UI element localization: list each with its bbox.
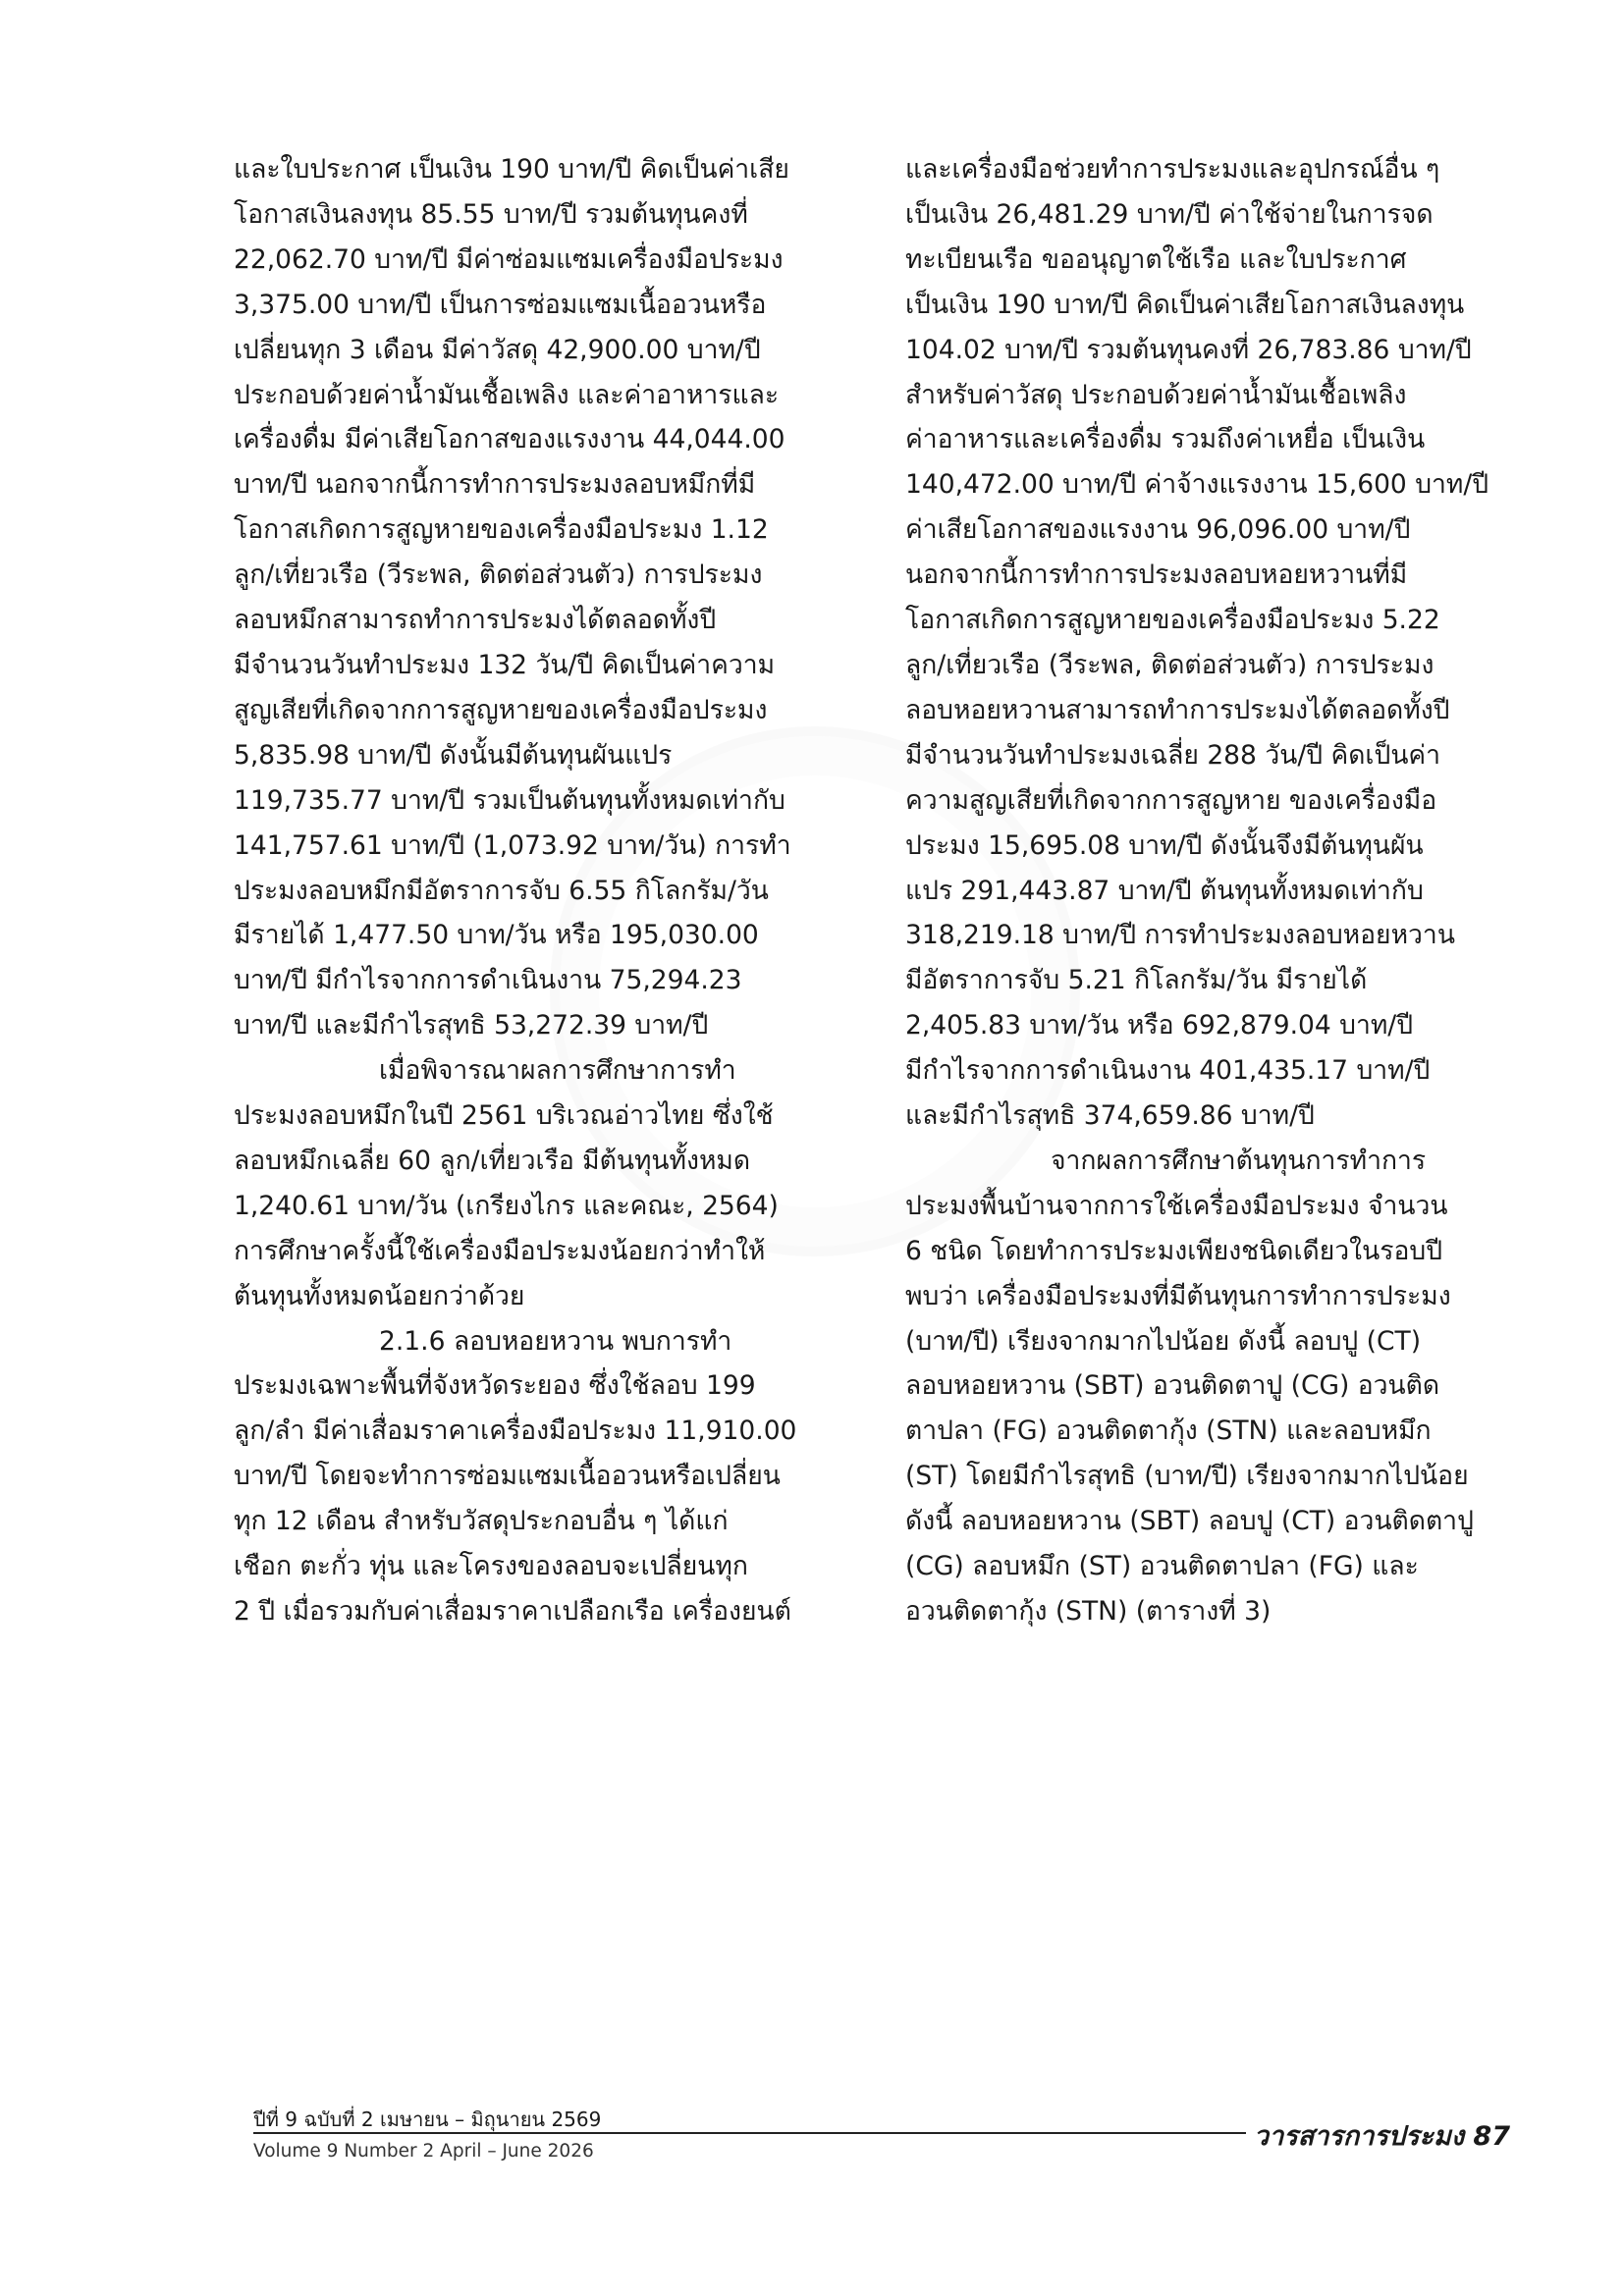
text-line: ความสูญเสียที่เกิดจากการสูญหาย ของเครื่องมือ bbox=[905, 784, 1437, 816]
text-line: แปร 291,443.87 บาท/ปี ต้นทุนทั้งหมดเท่ากับ bbox=[905, 875, 1424, 906]
text-line: ประมงลอบหมึกในปี 2561 บริเวณอ่าวไทย ซึ่งใช้ bbox=[234, 1100, 774, 1132]
issue-info-thai: ปีที่ 9 ฉบับที่ 2 เมษายน – มิถุนายน 2569 bbox=[253, 2108, 602, 2131]
text-line: บาท/ปี มีกำไรจากการดำเนินงาน 75,294.23 bbox=[234, 965, 742, 996]
text-line: 1,240.61 บาท/วัน (เกรียงไกร และคณะ, 2564) bbox=[234, 1190, 779, 1221]
text-line: ประกอบด้วยค่าน้ำมันเชื้อเพลิง และค่าอาหารและ bbox=[234, 379, 780, 410]
left-column bbox=[234, 147, 813, 1634]
text-line: ดังนี้ ลอบหอยหวาน (SBT) ลอบปู (CT) อวนติดตาปู bbox=[905, 1506, 1474, 1537]
journal-name-page-number: วารสารการประมง 87 bbox=[1246, 2114, 1510, 2157]
text-line: เชือก ตะกั่ว ทุ่น และโครงของลอบจะเปลี่ยนทุก bbox=[234, 1551, 748, 1582]
text-line: ทะเบียนเรือ ขออนุญาตใช้เรือ และใบประกาศ bbox=[905, 243, 1407, 275]
text-line: โอกาสเกิดการสูญหายของเครื่องมือประมง 1.12 bbox=[234, 514, 769, 546]
text-line: มีอัตราการจับ 5.21 กิโลกรัม/วัน มีรายได้ bbox=[905, 965, 1368, 996]
right-column bbox=[905, 147, 1489, 1634]
footer-divider bbox=[253, 2132, 1250, 2134]
text-line: บาท/ปี โดยจะทำการซ่อมแซมเนื้ออวนหรือเปลี่ยน bbox=[234, 1461, 781, 1492]
text-line: การศึกษาครั้งนี้ใช้เครื่องมือประมงน้อยกว่าทำให้ bbox=[234, 1235, 766, 1266]
text-line: ประมงลอบหมึกมีอัตราการจับ 6.55 กิโลกรัม/วัน bbox=[234, 875, 769, 906]
text-line: 141,757.61 บาท/ปี (1,073.92 บาท/วัน) การทำ bbox=[234, 829, 791, 861]
text-line: ค่าอาหารและเครื่องดื่ม รวมถึงค่าเหยื่อ เป็นเงิน bbox=[905, 424, 1426, 455]
text-line: ลอบหอยหวาน (SBT) อวนติดตาปู (CG) อวนติด bbox=[905, 1370, 1440, 1402]
text-line: และมีกำไรสุทธิ 374,659.86 บาท/ปี bbox=[905, 1100, 1315, 1132]
text-line: 3,375.00 บาท/ปี เป็นการซ่อมแซมเนื้ออวนหรือ bbox=[234, 289, 767, 320]
text-line: ลอบหอยหวานสามารถทำการประมงได้ตลอดทั้งปี bbox=[905, 694, 1450, 725]
text-line: ค่าเสียโอกาสของแรงงาน 96,096.00 บาท/ปี bbox=[905, 514, 1411, 546]
text-line: ทุก 12 เดือน สำหรับวัสดุประกอบอื่น ๆ ได้แก่ bbox=[234, 1506, 729, 1537]
text-line: นอกจากนี้การทำการประมงลอบหอยหวานที่มี bbox=[905, 560, 1408, 591]
text-line: 22,062.70 บาท/ปี มีค่าซ่อมแซมเครื่องมือประมง bbox=[234, 243, 784, 275]
text-line: และใบประกาศ เป็นเงิน 190 บาท/ปี คิดเป็นค่าเสีย bbox=[234, 154, 789, 185]
paragraph-first-line: จากผลการศึกษาต้นทุนการทำการ bbox=[1051, 1145, 1427, 1176]
text-line: และเครื่องมือช่วยทำการประมงและอุปกรณ์อื่น ๆ bbox=[905, 154, 1440, 185]
text-line: สูญเสียที่เกิดจากการสูญหายของเครื่องมือประมง bbox=[234, 694, 768, 725]
text-line: ลูก/เที่ยวเรือ (วีระพล, ติดต่อส่วนตัว) การประมง bbox=[905, 649, 1435, 680]
text-line: บาท/ปี และมีกำไรสุทธิ 53,272.39 บาท/ปี bbox=[234, 1010, 709, 1041]
text-line: 5,835.98 บาท/ปี ดังนั้นมีต้นทุนผันแปร bbox=[234, 739, 673, 771]
text-line: 104.02 บาท/ปี รวมต้นทุนคงที่ 26,783.86 บาท/ปี bbox=[905, 334, 1472, 365]
text-line: ต้นทุนทั้งหมดน้อยกว่าด้วย bbox=[234, 1280, 525, 1311]
text-line: เป็นเงิน 26,481.29 บาท/ปี ค่าใช้จ่ายในการจด bbox=[905, 198, 1434, 230]
text-line: 2,405.83 บาท/วัน หรือ 692,879.04 บาท/ปี bbox=[905, 1010, 1414, 1041]
text-line: (ST) โดยมีกำไรสุทธิ (บาท/ปี) เรียงจากมากไปน้อย bbox=[905, 1461, 1469, 1492]
text-line: โอกาสเงินลงทุน 85.55 บาท/ปี รวมต้นทุนคงที่ bbox=[234, 198, 748, 230]
text-line: ลอบหมึกสามารถทำการประมงได้ตลอดทั้งปี bbox=[234, 605, 717, 636]
text-line: ประมงพื้นบ้านจากการใช้เครื่องมือประมง จำนวน bbox=[905, 1190, 1448, 1221]
text-line: มีจำนวนวันทำประมง 132 วัน/ปี คิดเป็นค่าความ bbox=[234, 649, 776, 680]
text-line: 140,472.00 บาท/ปี ค่าจ้างแรงงาน 15,600 บาท/ปี bbox=[905, 469, 1489, 501]
text-line: มีรายได้ 1,477.50 บาท/วัน หรือ 195,030.00 bbox=[234, 920, 759, 951]
section-heading-line: 2.1.6 ลอบหอยหวาน พบการทำ bbox=[379, 1325, 732, 1357]
text-line: 2 ปี เมื่อรวมกับค่าเสื่อมราคาเปลือกเรือ เครื่องยนต์ bbox=[234, 1596, 791, 1627]
text-line: เป็นเงิน 190 บาท/ปี คิดเป็นค่าเสียโอกาสเงินลงทุน bbox=[905, 289, 1465, 320]
text-line: เครื่องดื่ม มีค่าเสียโอกาสของแรงงาน 44,044.00 bbox=[234, 424, 785, 455]
text-line: 318,219.18 บาท/ปี การทำประมงลอบหอยหวาน bbox=[905, 920, 1455, 951]
text-line: โอกาสเกิดการสูญหายของเครื่องมือประมง 5.22 bbox=[905, 605, 1440, 636]
text-line: (CG) ลอบหมึก (ST) อวนติดตาปลา (FG) และ bbox=[905, 1551, 1419, 1582]
text-line: ลูก/เที่ยวเรือ (วีระพล, ติดต่อส่วนตัว) การประมง bbox=[234, 560, 763, 591]
text-line: พบว่า เครื่องมือประมงที่มีต้นทุนการทำการประมง bbox=[905, 1280, 1451, 1311]
issue-info-english: Volume 9 Number 2 April – June 2026 bbox=[253, 2141, 594, 2162]
text-line: ประมงเฉพาะพื้นที่จังหวัดระยอง ซึ่งใช้ลอบ 199 bbox=[234, 1370, 756, 1402]
text-line: ลอบหมึกเฉลี่ย 60 ลูก/เที่ยวเรือ มีต้นทุนทั้งหมด bbox=[234, 1145, 751, 1176]
paragraph-first-line: เมื่อพิจารณาผลการศึกษาการทำ bbox=[379, 1055, 736, 1087]
text-line: (บาท/ปี) เรียงจากมากไปน้อย ดังนี้ ลอบปู (CT) bbox=[905, 1325, 1422, 1357]
text-line: 6 ชนิด โดยทำการประมงเพียงชนิดเดียวในรอบปี bbox=[905, 1235, 1443, 1266]
text-line: บาท/ปี นอกจากนี้การทำการประมงลอบหมึกที่มี bbox=[234, 469, 756, 501]
text-line: เปลี่ยนทุก 3 เดือน มีค่าวัสดุ 42,900.00 บาท/ปี bbox=[234, 334, 761, 365]
text-line: ลูก/ลำ มีค่าเสื่อมราคาเครื่องมือประมง 11,910.00 bbox=[234, 1415, 797, 1447]
text-line: ประมง 15,695.08 บาท/ปี ดังนั้นจึงมีต้นทุนผัน bbox=[905, 829, 1424, 861]
text-line: มีจำนวนวันทำประมงเฉลี่ย 288 วัน/ปี คิดเป็นค่า bbox=[905, 739, 1441, 771]
text-line: 119,735.77 บาท/ปี รวมเป็นต้นทุนทั้งหมดเท่ากับ bbox=[234, 784, 785, 816]
text-line: มีกำไรจากการดำเนินงาน 401,435.17 บาท/ปี bbox=[905, 1055, 1431, 1087]
text-line: สำหรับค่าวัสดุ ประกอบด้วยค่าน้ำมันเชื้อเพลิง bbox=[905, 379, 1407, 410]
text-line: อวนติดตากุ้ง (STN) (ตารางที่ 3) bbox=[905, 1596, 1272, 1627]
text-line: ตาปลา (FG) อวนติดตากุ้ง (STN) และลอบหมึก bbox=[905, 1415, 1432, 1447]
